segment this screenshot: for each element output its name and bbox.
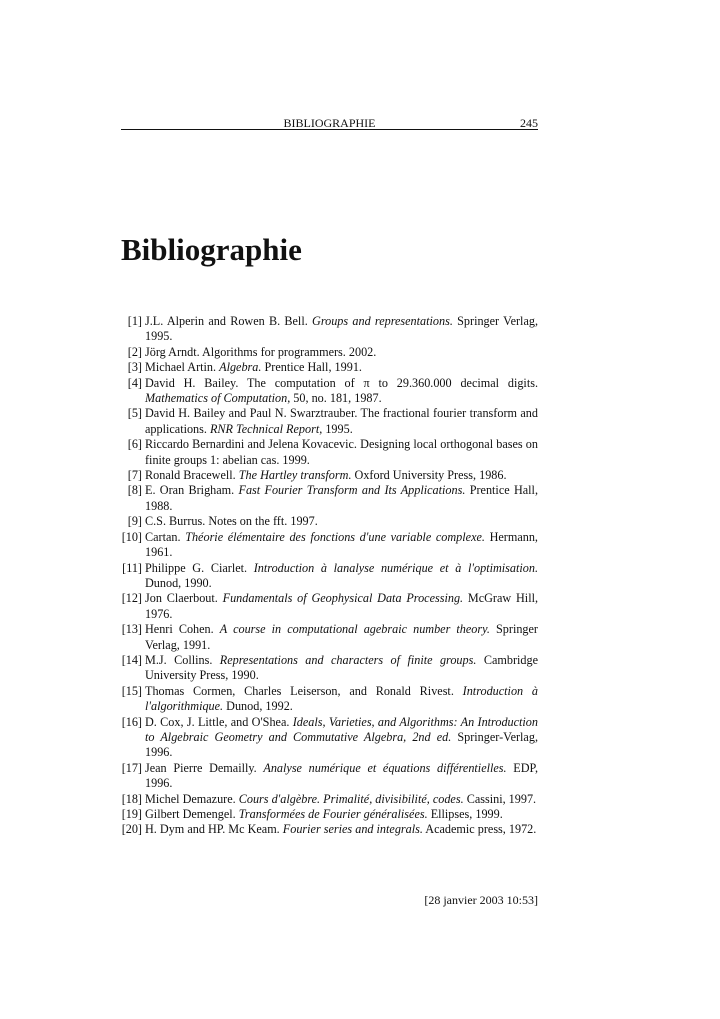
bib-entry-segment: Prentice Hall, 1988. xyxy=(145,483,538,513)
bib-entry-text xyxy=(145,622,538,651)
bib-entry-title: Cours d'algèbre. Primalité, divisibilité, codes. xyxy=(238,791,464,806)
bib-entry xyxy=(121,653,538,684)
bib-entry-number: [5] xyxy=(127,406,142,421)
bib-entry xyxy=(121,715,538,761)
bib-entry xyxy=(121,483,538,514)
bib-entry-segment: , 1995. xyxy=(319,421,353,436)
bib-entry-text xyxy=(145,684,538,713)
bib-entry-segment: David H. Bailey and Paul N. Swarztrauber. The fractional fourier transform and applications. xyxy=(145,406,538,436)
bib-entry-segment: Michel Demazure. xyxy=(145,791,239,806)
bib-entry-segment: Michael Artin. xyxy=(145,360,220,375)
bib-entry-title: Transformées de Fourier généralisées. xyxy=(238,807,428,821)
bib-entry-text xyxy=(145,437,538,466)
bib-entry-segment: E. Oran Brigham. xyxy=(145,483,239,498)
bib-entry-segment: Springer Verlag, 1991. xyxy=(145,622,538,652)
bib-entry-segment: H. Dym and HP. Mc Keam. xyxy=(145,822,283,837)
bib-entry-number: [4] xyxy=(127,375,142,390)
bib-entry xyxy=(121,376,538,407)
bib-entry-text xyxy=(145,514,318,528)
bib-entry-title: Fast Fourier Transform and Its Applications. xyxy=(238,483,466,498)
bib-entry-number: [10] xyxy=(121,529,142,544)
bib-entry-segment: Cambridge University Press, 1990. xyxy=(145,652,538,683)
bib-entry-title: RNR Technical Report xyxy=(209,421,320,436)
bib-entry-title: Algebra. xyxy=(219,360,262,375)
bib-entry-text xyxy=(145,715,538,760)
bib-entry xyxy=(121,684,538,715)
bib-entry-segment: Jörg Arndt. Algorithms for programmers. 2002. xyxy=(145,344,377,359)
bib-entry-segment: Oxford University Press, 1986. xyxy=(351,468,507,483)
bib-entry-segment: David H. Bailey. The computation of π to 29.360.000 decimal digits. xyxy=(145,375,538,390)
bib-entry-number: [9] xyxy=(127,514,142,529)
bib-entry-segment: M.J. Collins. xyxy=(145,652,220,667)
bib-entry xyxy=(121,468,538,483)
bib-entry-number: [19] xyxy=(121,807,142,821)
bib-entry-segment: Springer Verlag, 1995. xyxy=(145,314,538,344)
bib-entry-segment: Hermann, 1961. xyxy=(145,529,538,560)
bib-entry-text xyxy=(145,561,538,590)
bib-entry xyxy=(121,792,538,807)
bib-entry-segment: Jean Pierre Demailly. xyxy=(145,760,264,775)
bib-entry-text xyxy=(145,360,362,374)
bib-entry xyxy=(121,437,538,468)
bib-entry-number: [2] xyxy=(127,344,142,359)
bib-entry-text xyxy=(145,406,538,435)
bib-entry-number: [20] xyxy=(121,822,142,837)
bib-entry xyxy=(121,822,538,837)
bib-entry-text xyxy=(145,807,503,821)
bib-entry-segment: Thomas Cormen, Charles Leiserson, and Ronald Rivest. xyxy=(145,683,463,698)
bib-entry-number: [17] xyxy=(121,760,142,775)
bib-entry-text xyxy=(145,530,538,559)
bib-entry-number: [18] xyxy=(121,791,142,806)
bib-entry-number: [3] xyxy=(127,360,142,375)
bib-entry-text xyxy=(145,314,538,343)
bib-entry-segment: Ronald Bracewell. xyxy=(145,468,239,483)
bib-entry-title: Introduction à lanalyse numérique et à l'optimisation. xyxy=(253,560,539,575)
bib-entry-number: [13] xyxy=(121,622,142,637)
bib-entry-number: [12] xyxy=(121,591,142,606)
bib-entry-segment: Dunod, 1992. xyxy=(223,699,293,714)
bib-entry-title: Groups and representations. xyxy=(312,314,453,328)
bib-entry-number: [6] xyxy=(127,437,142,452)
bib-entry-text xyxy=(145,376,538,405)
bib-entry-title: Introduction à l'algorithmique. xyxy=(145,683,539,714)
bib-entry-title: Théorie élémentaire des fonctions d'une variable complexe. xyxy=(185,529,485,544)
bib-entry-number: [8] xyxy=(127,483,142,498)
bib-entry-number: [7] xyxy=(127,468,142,483)
bib-entry-title: Fourier series and integrals. xyxy=(282,822,423,837)
bibliography-list xyxy=(121,314,538,838)
bib-entry-number: [15] xyxy=(121,683,142,698)
bib-entry xyxy=(121,406,538,437)
header-rule xyxy=(121,129,538,130)
bib-entry-segment: Dunod, 1990. xyxy=(145,575,212,590)
bib-entry-segment: D. Cox, J. Little, and O'Shea. xyxy=(145,714,293,729)
bib-entry xyxy=(121,591,538,622)
bib-entry xyxy=(121,514,538,529)
bib-entry xyxy=(121,360,538,375)
page-number: 245 xyxy=(520,116,538,130)
chapter-title: Bibliographie xyxy=(121,232,302,267)
bib-entry-segment: EDP, 1996. xyxy=(145,760,538,791)
bib-entry-segment: Cartan. xyxy=(145,529,186,544)
bib-entry-segment: McGraw Hill, 1976. xyxy=(145,591,539,621)
bib-entry-number: [11] xyxy=(122,560,142,575)
bib-entry xyxy=(121,761,538,792)
bib-entry-segment: Gilbert Demengel. xyxy=(145,807,239,821)
bib-entry-text xyxy=(145,483,538,512)
bib-entry-segment: , 50, no. 181, 1987. xyxy=(287,391,382,406)
bib-entry-segment: J.L. Alperin and Rowen B. Bell. xyxy=(145,314,313,328)
bib-entry-segment: Henri Cohen. xyxy=(145,622,220,637)
bib-entry-title: Ideals, Varieties, and Algorithms: An Introduction to Algebraic Geometry and Commutative Algebra, 2nd ed. xyxy=(145,714,538,744)
bib-entry xyxy=(121,345,538,360)
bib-entry xyxy=(121,530,538,561)
bib-entry-title: Representations and characters of finite groups. xyxy=(219,652,477,667)
bib-entry xyxy=(121,807,538,822)
bib-entry-text xyxy=(145,792,536,806)
bib-entry-segment: Springer-Verlag, 1996. xyxy=(145,729,538,760)
bib-entry-text xyxy=(145,653,538,682)
bib-entry-title: Analyse numérique et équations différentielles. xyxy=(263,760,507,775)
bib-entry xyxy=(121,314,538,345)
bib-entry-title: The Hartley transform. xyxy=(238,468,352,483)
bib-entry-text xyxy=(145,345,376,359)
bib-entry-segment: Philippe G. Ciarlet. xyxy=(145,560,254,575)
bib-entry-segment: Ellipses, 1999. xyxy=(427,807,503,821)
bib-entry-segment: Academic press, 1972. xyxy=(422,822,537,837)
bib-entry-number: [14] xyxy=(121,652,142,667)
bib-entry-segment: C.S. Burrus. Notes on the fft. 1997. xyxy=(145,514,318,529)
bib-entry xyxy=(121,561,538,592)
bib-entry-segment: Jon Claerbout. xyxy=(145,591,223,606)
bib-entry xyxy=(121,622,538,653)
bib-entry-number: [16] xyxy=(121,714,142,729)
footer-timestamp: [28 janvier 2003 10:53] xyxy=(424,893,538,907)
bib-entry-title: Fundamentals of Geophysical Data Processing. xyxy=(222,591,464,606)
bib-entry-number: [1] xyxy=(127,314,142,328)
bib-entry-segment: Prentice Hall, 1991. xyxy=(261,360,362,375)
bib-entry-text xyxy=(145,822,536,836)
bib-entry-text xyxy=(145,591,538,620)
bib-entry-text xyxy=(145,761,538,790)
bib-entry-segment: Cassini, 1997. xyxy=(463,791,537,806)
bib-entry-title: Mathematics of Computation xyxy=(145,391,288,406)
bib-entry-title: A course in computational agebraic number theory. xyxy=(219,622,490,637)
running-head-title: BIBLIOGRAPHIE xyxy=(283,116,376,130)
bib-entry-segment: Riccardo Bernardini and Jelena Kovacevic. Designing local orthogonal bases on finite groups 1: abelian cas. 1999. xyxy=(145,437,538,467)
bib-entry-text xyxy=(145,468,507,482)
